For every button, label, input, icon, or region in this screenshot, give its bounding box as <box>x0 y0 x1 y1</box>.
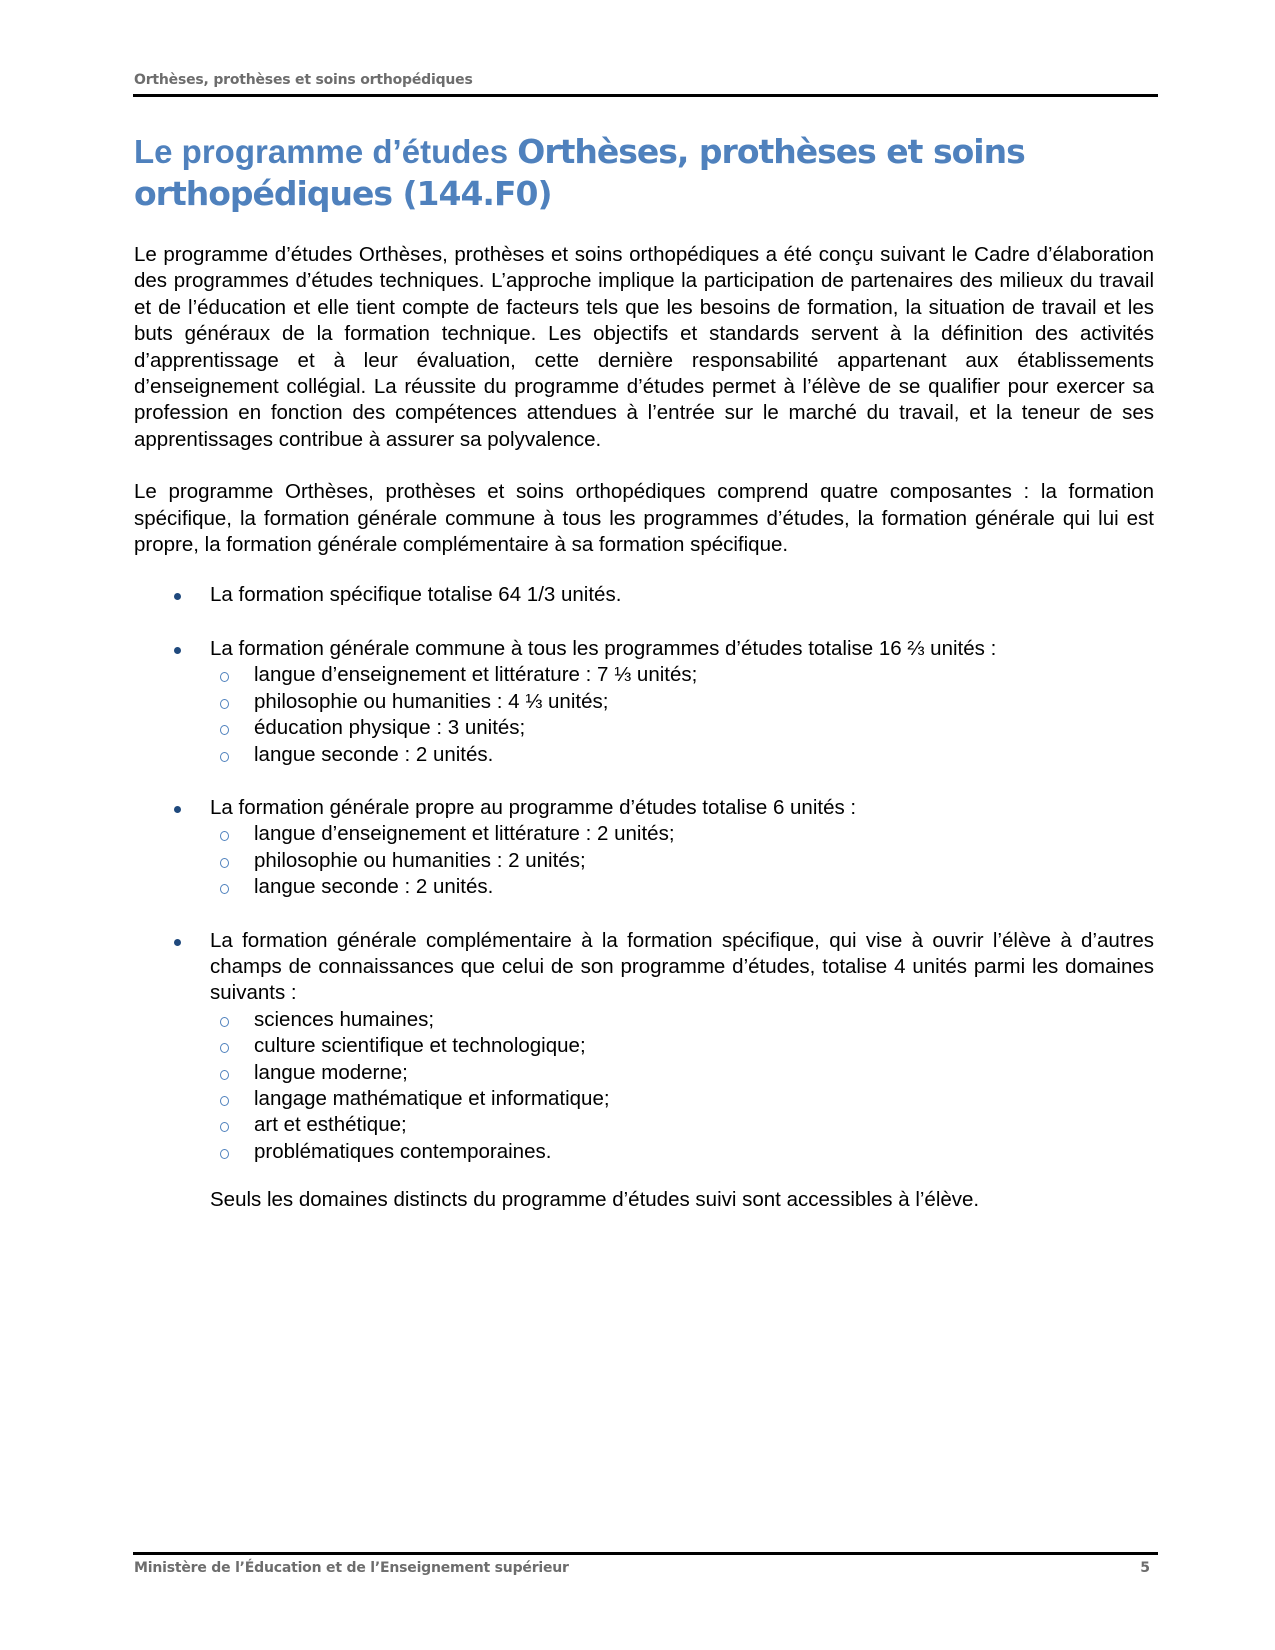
circle-bullet-icon <box>220 831 229 841</box>
components-paragraph: Le programme Orthèses, prothèses et soins orthopédiques comprend quatre composantes : la formation spécifique, la formation générale commune à tous les programmes d’études, la formation générale qui lui est propre, la formation générale complémentaire à sa formation spécifique. <box>134 480 1154 557</box>
sub-item-text: sciences humaines; <box>254 1007 435 1031</box>
title-lead: Le programme d’études <box>134 133 518 170</box>
circle-bullet-icon <box>220 884 229 894</box>
circle-bullet-icon <box>220 1043 229 1053</box>
sub-list-item <box>210 662 1154 688</box>
running-header: Orthèses, prothèses et soins orthopédiques <box>134 72 473 88</box>
sub-list-item <box>210 821 1154 847</box>
bullet-icon <box>174 647 181 654</box>
list-item-text: La formation générale complémentaire à la formation spécifique, qui vise à ouvrir l’élève à d’autres champs de connaissances que celui de son programme d’études, totalise 4 unités parmi les domaines suivants : <box>210 928 1154 1005</box>
sub-item-text: langue seconde : 2 unités. <box>254 742 494 766</box>
closing-note: Seuls les domaines distincts du programme d’études suivi sont accessibles à l’élève. <box>210 1188 980 1212</box>
footer-publisher: Ministère de l’Éducation et de l’Enseignement supérieur <box>134 1560 569 1576</box>
sub-list-item <box>210 1086 1154 1112</box>
circle-bullet-icon <box>220 699 229 709</box>
circle-bullet-icon <box>220 1096 229 1106</box>
sub-list <box>210 1007 1154 1165</box>
sub-list-item <box>210 715 1154 741</box>
circle-bullet-icon <box>220 1122 229 1132</box>
body-content <box>134 242 1154 1214</box>
circle-bullet-icon <box>220 858 229 868</box>
intro-paragraph: Le programme d’études Orthèses, prothèses et soins orthopédiques a été conçu suivant le Cadre d’élaboration des programmes d’études techniques. L’approche implique la participation de partenaires des milieux du travail et de l’éducation et elle tient compte de facteurs tels que les besoins de formation, la situation de travail et les buts généraux de la formation technique. Les objectifs et standards servent à la définition des activités d’apprentissage et à leur évaluation, cette dernière responsabilité appartenant aux établissements d’enseignement collégial. La réussite du programme d’études permet à l’élève de se qualifier pour exercer sa profession en fonction des compétences attendues à l’entrée sur le marché du travail, et la teneur de ses apprentissages contribue à assurer sa polyvalence. <box>134 243 1154 451</box>
sub-list-item <box>210 689 1154 715</box>
sub-item-text: langue d’enseignement et littérature : 2 unités; <box>254 822 675 846</box>
sub-list-item <box>210 1007 1154 1033</box>
circle-bullet-icon <box>220 1070 229 1080</box>
footer-rule <box>133 1552 1158 1555</box>
list-item <box>134 928 1154 1166</box>
sub-list <box>210 821 1154 900</box>
list-item-text: La formation générale propre au programme d’études totalise 6 unités : <box>210 795 857 819</box>
circle-bullet-icon <box>220 672 229 682</box>
list-item <box>134 582 1154 608</box>
bullet-icon <box>174 593 181 600</box>
bullet-icon <box>174 806 181 813</box>
header-rule <box>133 94 1158 97</box>
sub-list-item <box>210 1060 1154 1086</box>
list-item-text: La formation spécifique totalise 64 1/3 unités. <box>210 583 622 607</box>
list-item-text: La formation générale commune à tous les programmes d’études totalise 16 ⅔ unités : <box>210 636 997 660</box>
sub-list-item <box>210 874 1154 900</box>
circle-bullet-icon <box>220 1017 229 1027</box>
sub-item-text: éducation physique : 3 unités; <box>254 716 526 740</box>
sub-item-text: langage mathématique et informatique; <box>254 1086 610 1110</box>
bullet-icon <box>174 939 181 946</box>
sub-list-item <box>210 742 1154 768</box>
sub-list <box>210 662 1154 768</box>
circle-bullet-icon <box>220 752 229 762</box>
sub-list-item <box>210 848 1154 874</box>
sub-item-text: philosophie ou humanities : 2 unités; <box>254 848 586 872</box>
components-list <box>134 582 1154 1165</box>
circle-bullet-icon <box>220 1149 229 1159</box>
page-number: 5 <box>1140 1560 1150 1576</box>
sub-item-text: problématiques contemporaines. <box>254 1139 552 1163</box>
list-item <box>134 795 1154 901</box>
list-item <box>134 636 1154 768</box>
sub-list-item <box>210 1112 1154 1138</box>
sub-item-text: langue d’enseignement et littérature : 7 ⅓ unités; <box>254 663 698 687</box>
sub-list-item <box>210 1139 1154 1165</box>
title-program-name: Orthèses, prothèses et soins orthopédiques (144.F0) <box>134 132 1025 213</box>
circle-bullet-icon <box>220 725 229 735</box>
sub-item-text: philosophie ou humanities : 4 ⅓ unités; <box>254 689 609 713</box>
sub-item-text: langue moderne; <box>254 1060 408 1084</box>
page-title <box>134 131 1154 215</box>
sub-item-text: langue seconde : 2 unités. <box>254 875 494 899</box>
sub-list-item <box>210 1033 1154 1059</box>
sub-item-text: art et esthétique; <box>254 1113 407 1137</box>
sub-item-text: culture scientifique et technologique; <box>254 1034 586 1058</box>
